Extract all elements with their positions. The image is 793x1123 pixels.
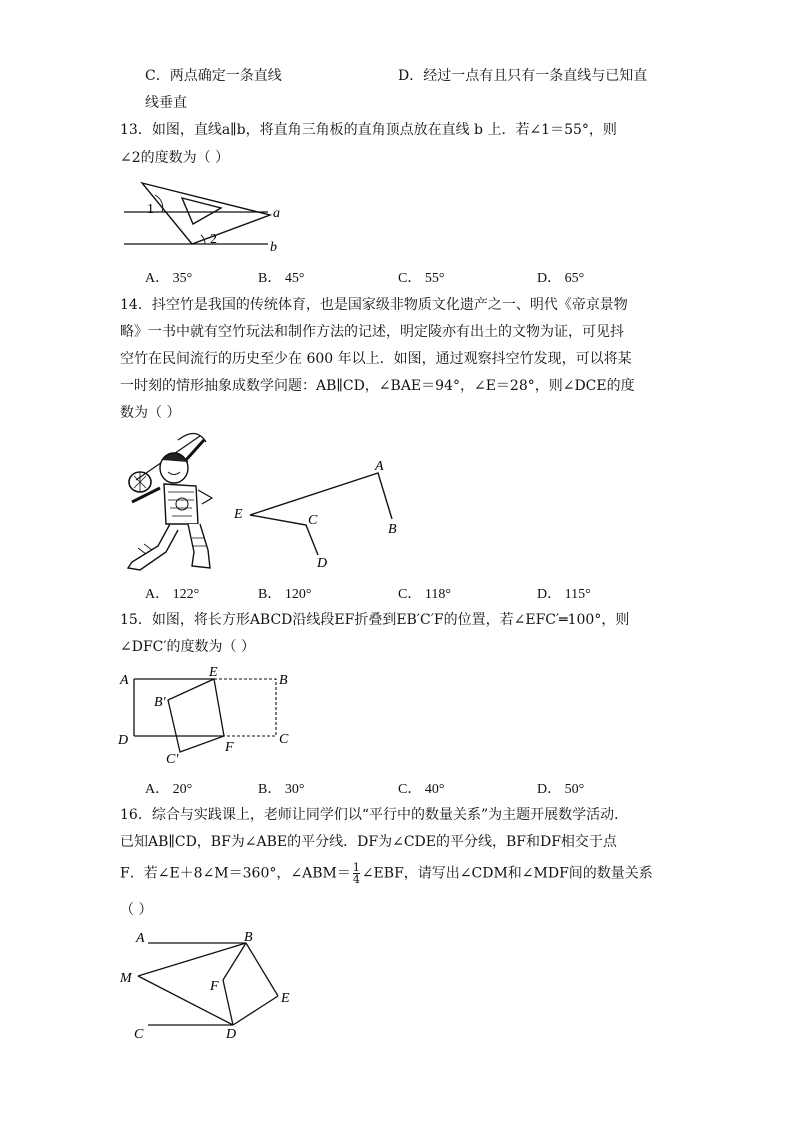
q15-option-a: A． 20° [145, 782, 193, 797]
q15-point-d: D [118, 733, 129, 748]
q12-option-c: C．两点确定一条直线 [145, 68, 282, 84]
q16-text-line4: （ ） [120, 902, 153, 918]
q15-point-f: F [225, 740, 234, 755]
q14-option-d: D． 115° [537, 587, 591, 602]
q16-figure [118, 928, 308, 1043]
q13-option-a: A． 35° [145, 271, 193, 286]
q16-point-m: M [120, 971, 132, 986]
q13-option-c: C． 55° [398, 271, 445, 286]
q14-text-line5: 数为（ ） [120, 405, 181, 421]
q15-option-b: B． 30° [258, 782, 305, 797]
q13-figure [120, 175, 290, 260]
q16-point-a: A [136, 931, 145, 946]
q16-point-c: C [134, 1027, 144, 1042]
q15-figure [116, 666, 306, 771]
q16-point-f: F [210, 979, 219, 994]
q13-text-line2: ∠2的度数为（ ） [120, 150, 230, 166]
q13-label-line-a: a [273, 206, 280, 221]
q16-text-line1: 16．综合与实践课上，老师让同学们以“平行中的数量关系”为主题开展数学活动． [120, 807, 629, 823]
q14-point-d: D [317, 556, 328, 571]
q16-point-e: E [281, 991, 290, 1006]
q14-option-c: C． 118° [398, 587, 451, 602]
q16-point-b: B [244, 930, 253, 945]
q16-text-line2: 已知AB∥CD，BF为∠ABE的平分线．DF为∠CDE的平分线，BF和DF相交于点 [120, 834, 617, 850]
q14-text-line1: 14．抖空竹是我国的传统体育，也是国家级非物质文化遗产之一、明代《帝京景物 [120, 297, 628, 313]
q14-option-b: B． 120° [258, 587, 312, 602]
q14-point-e: E [234, 507, 243, 522]
q14-text-line4: 一时刻的情形抽象成数学问题：AB∥CD，∠BAE＝94°，∠E＝28°，则∠DCE的度 [120, 378, 635, 394]
q16-text-line3-end: ∠EBF，请写出∠CDM和∠MDF间的数量关系 [361, 865, 653, 882]
q12-option-d: D．经过一点有且只有一条直线与已知直 [398, 68, 648, 84]
q13-label-line-b: b [270, 240, 277, 255]
q14-point-b: B [388, 522, 397, 537]
q16-fraction [353, 862, 360, 885]
q15-text-line2: ∠DFC′的度数为（ ） [120, 639, 256, 655]
q14-option-a: A． 122° [145, 587, 200, 602]
q14-point-c: C [308, 513, 318, 528]
q13-text-line1: 13．如图，直线a∥b，将直角三角板的直角顶点放在直线 b 上．若∠1＝55°，则 [120, 122, 617, 138]
q14-point-a: A [375, 459, 384, 474]
q13-label-angle1: 1 [147, 202, 154, 217]
q16-point-d: D [226, 1027, 237, 1042]
diabolo-player-illustration [118, 428, 218, 573]
q15-option-c: C． 40° [398, 782, 445, 797]
q15-option-d: D． 50° [537, 782, 585, 797]
q15-point-b: B [279, 673, 288, 688]
q14-text-line2: 略》一书中就有空竹玩法和制作方法的记述，明定陵亦有出土的文物为证，可见抖 [120, 324, 624, 340]
q16-text-line3 [120, 862, 653, 885]
q14-text-line3: 空竹在民间流行的历史至少在 600 年以上．如图，通过观察抖空竹发现，可以将某 [120, 351, 632, 367]
q15-point-b-prime: B′ [154, 695, 166, 710]
q15-point-e: E [209, 665, 218, 680]
q16-text-line3-start: F．若∠E＋8∠M＝360°，∠ABM＝ [120, 865, 351, 882]
q13-option-b: B． 45° [258, 271, 305, 286]
q15-point-a: A [120, 673, 129, 688]
q16-fraction-numerator: 1 [352, 861, 360, 874]
q14-figure [230, 455, 410, 570]
q15-point-c: C [279, 732, 289, 747]
q15-point-c-prime: C′ [166, 752, 179, 767]
q12-option-d-continued: 线垂直 [145, 95, 187, 111]
q13-option-d: D． 65° [537, 271, 585, 286]
q13-label-angle2: 2 [210, 232, 217, 247]
q16-fraction-denominator: 4 [352, 873, 360, 886]
q15-text-line1: 15．如图，将长方形ABCD沿线段EF折叠到EB′C′F的位置，若∠EFC′═100°，则 [120, 612, 630, 628]
